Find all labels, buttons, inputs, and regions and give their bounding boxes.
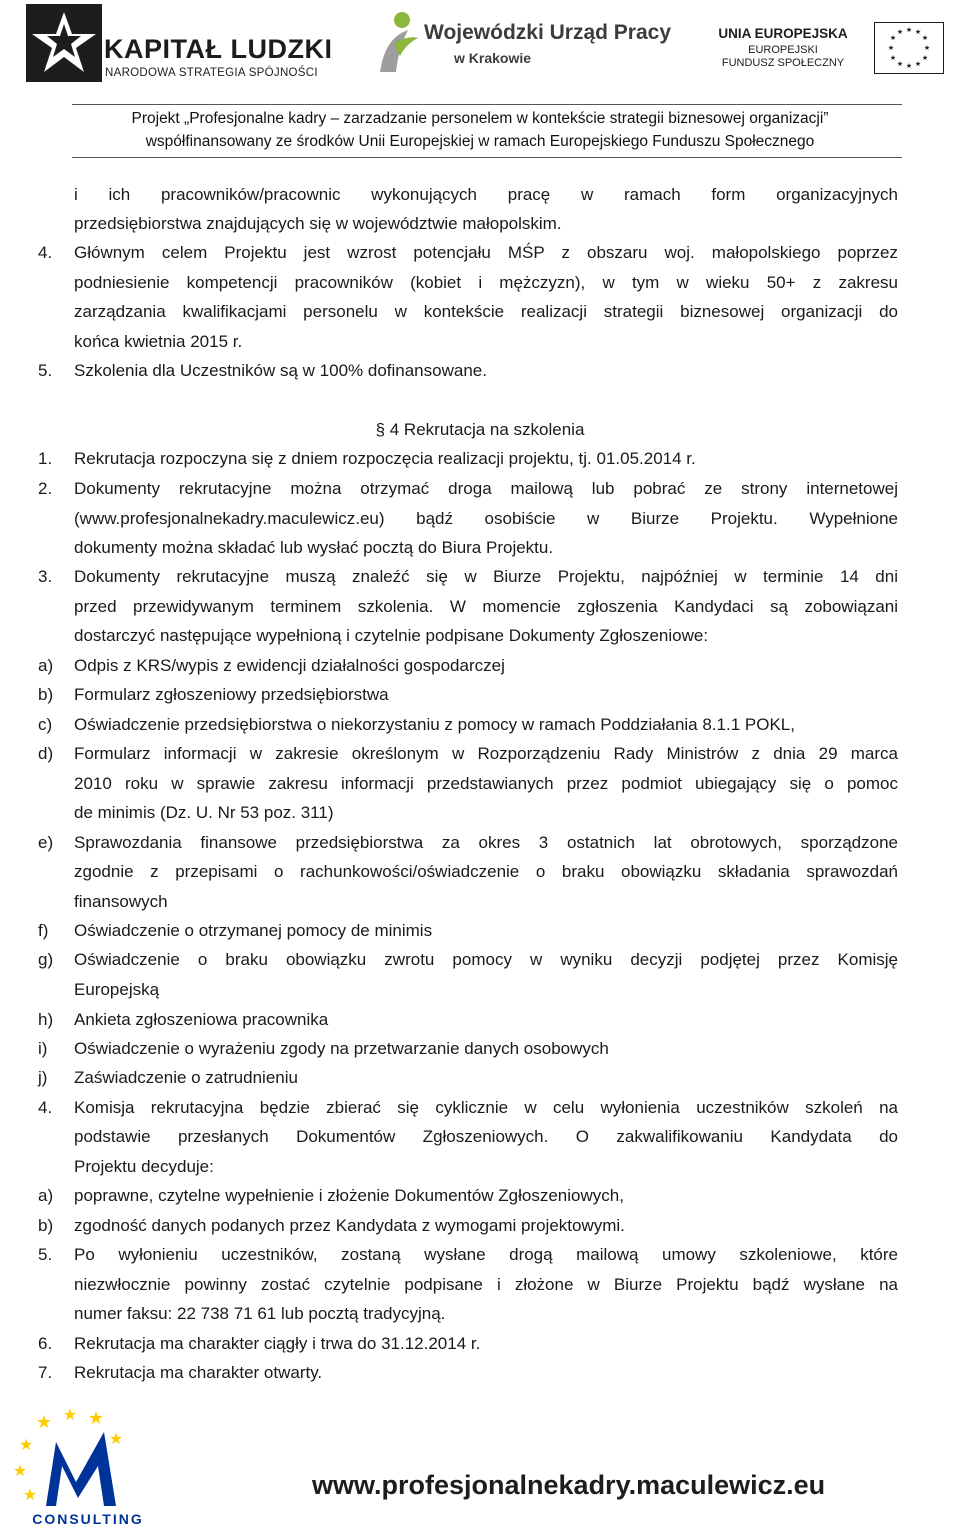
m-consulting-logo [8, 1402, 168, 1530]
paragraph-line: Po wyłonieniu uczestników, zostaną wysłane drogą mailową umowy szkoleniowe, które [74, 1245, 898, 1264]
svg-text:★: ★ [896, 28, 904, 36]
list-item: zgodnie z przepisami o rachunkowości/oświadczenie o braku obowiązku składania sprawozdań [74, 862, 898, 881]
list-item: Oświadczenie o otrzymanej pomocy de minimis [74, 921, 433, 940]
kapital-ludzki-title: KAPITAŁ LUDZKI [104, 34, 333, 64]
m-consulting-star-icon [8, 1402, 168, 1530]
svg-text:★: ★ [905, 62, 913, 70]
svg-text:★: ★ [889, 54, 897, 62]
list-number: 4. [38, 1098, 53, 1117]
paragraph-line: niezwłocznie powinny zostać czytelnie podpisane i złożone w Biurze Projektu bądź wysłane na [74, 1275, 898, 1294]
svg-text:★: ★ [108, 1429, 124, 1448]
list-item: Europejską [74, 980, 160, 999]
header-divider-top [72, 104, 902, 105]
svg-text:★: ★ [87, 1408, 105, 1429]
list-letter: e) [38, 833, 54, 852]
paragraph-line: dokumenty można składać lub wysłać pocztą do Biura Projektu. [74, 538, 554, 557]
list-item: 2010 roku w sprawie zakresu informacji przedstawianych przez podmiot ubiegający się o pomoc [74, 774, 898, 793]
list-letter: a) [38, 1186, 54, 1205]
paragraph-line: Rekrutacja rozpoczyna się z dniem rozpoczęcia realizacji projektu, tj. 01.05.2014 r. [74, 449, 696, 468]
list-item: de minimis (Dz. U. Nr 53 poz. 311) [74, 803, 334, 822]
list-item: poprawne, czytelne wypełnienie i złożenie Dokumentów Zgłoszeniowych, [74, 1186, 624, 1205]
list-number: 5. [38, 1245, 53, 1264]
project-funding-line: współfinansowany ze środków Unii Europejskiej w ramach Europejskiego Funduszu Społecznego [145, 133, 815, 150]
svg-text:★: ★ [22, 1485, 38, 1504]
svg-text:★: ★ [18, 1435, 34, 1454]
section-heading: § 4 Rekrutacja na szkolenia [375, 420, 585, 439]
paragraph-line: numer faksu: 22 738 71 61 lub pocztą tradycyjną. [74, 1304, 446, 1323]
project-title-line: Projekt „Profesjonalne kadry – zarzadzanie personelem w kontekście strategii biznesowej organizacji” [131, 110, 829, 127]
paragraph-line: przed przewidywanym terminem szkolenia. W momencie zgłoszenia Kandydaci są zobowiązani [74, 597, 898, 616]
list-letter: c) [38, 715, 53, 734]
svg-text:★: ★ [12, 1461, 28, 1480]
svg-text:★: ★ [914, 28, 922, 36]
paragraph-line: przedsiębiorstwa znajdujących się w województwie małopolskim. [74, 214, 562, 233]
list-number: 2. [38, 479, 53, 498]
list-letter: h) [38, 1010, 54, 1029]
list-item: Ankieta zgłoszeniowa pracownika [74, 1010, 329, 1029]
svg-text:★: ★ [905, 26, 913, 34]
paragraph-line: końca kwietnia 2015 r. [74, 332, 243, 351]
list-letter: d) [38, 744, 54, 763]
list-item: Formularz zgłoszeniowy przedsiębiorstwa [74, 685, 389, 704]
list-item: Oświadczenie przedsiębiorstwa o niekorzystaniu z pomocy w ramach Poddziałania 8.1.1 POKL, [74, 715, 795, 734]
list-item: Oświadczenie o wyrażeniu zgody na przetwarzanie danych osobowych [74, 1039, 609, 1058]
list-number: 1. [38, 449, 53, 468]
eu-fund-label-2: FUNDUSZ SPOŁECZNY [721, 57, 845, 69]
header-divider-bottom [72, 157, 902, 158]
svg-text:★: ★ [896, 60, 904, 68]
list-letter: a) [38, 656, 54, 675]
list-number: 3. [38, 567, 53, 586]
svg-text:★: ★ [923, 44, 931, 52]
eu-fund-label-1: EUROPEJSKI [748, 44, 818, 56]
paragraph-line: Dokumenty rekrutacyjne można otrzymać droga mailową lub pobrać ze strony internetowej [74, 479, 898, 498]
list-number: 6. [38, 1334, 53, 1353]
list-item: finansowych [74, 892, 168, 911]
paragraph-line: Komisja rekrutacyjna będzie zbierać się cyklicznie w celu wyłonienia uczestników szkoleń na [74, 1098, 898, 1117]
paragraph-line: podniesienie kompetencji pracowników (kobiet i mężczyzn), w tym w wieku 50+ z zakresu [74, 273, 898, 292]
footer-website-link[interactable]: www.profesjonalnekadry.maculewicz.eu [312, 1470, 826, 1500]
eu-flag-icon [874, 22, 944, 74]
list-item: Odpis z KRS/wypis z ewidencji działalności gospodarczej [74, 656, 505, 675]
list-number: 7. [38, 1363, 53, 1382]
svg-text:★: ★ [914, 60, 922, 68]
list-item: Oświadczenie o braku obowiązku zwrotu pomocy w wyniku decyzji podjętej przez Komisję [74, 950, 898, 969]
eu-logo [708, 22, 948, 82]
paragraph-line: Głównym celem Projektu jest wzrost potencjału MŚP z obszaru woj. małopolskiego poprzez [74, 243, 898, 262]
paragraph-line: Rekrutacja ma charakter otwarty. [74, 1363, 323, 1382]
list-item: Sprawozdania finansowe przedsiębiorstwa za okres 3 ostatnich lat obrotowych, sporządzone [74, 833, 898, 852]
list-letter: b) [38, 1216, 54, 1235]
list-number: 5. [38, 361, 53, 380]
paragraph-line: zarządzania kwalifikacjami personelu w kontekście realizacji strategii biznesowej organizacji do [74, 302, 898, 321]
svg-text:★: ★ [921, 54, 929, 62]
paragraph-line: Dokumenty rekrutacyjne muszą znaleźć się w Biurze Projektu, najpóźniej w terminie 14 dni [74, 567, 898, 586]
kapital-ludzki-subtitle: NARODOWA STRATEGIA SPÓJNOŚCI [105, 67, 318, 79]
kapital-ludzki-star-icon [26, 4, 102, 82]
wup-logo [372, 8, 692, 84]
list-item: Formularz informacji w zakresie określonym w Rozporządzeniu Rady Ministrów z dnia 29 marca [74, 744, 898, 763]
wup-subtitle: w Krakowie [454, 50, 532, 66]
list-letter: b) [38, 685, 54, 704]
paragraph-line: Rekrutacja ma charakter ciągły i trwa do 31.12.2014 r. [74, 1334, 481, 1353]
paragraph-line: podstawie przesłanych Dokumentów Zgłoszeniowych. O zakwalifikowaniu Kandydata do [74, 1127, 898, 1146]
paragraph-line: Projektu decyduje: [74, 1157, 214, 1176]
list-letter: f) [38, 921, 49, 940]
list-letter: g) [38, 950, 54, 969]
list-letter: j) [38, 1068, 48, 1087]
eu-union-label: UNIA EUROPEJSKA [718, 26, 848, 41]
m-consulting-label: CONSULTING [32, 1511, 144, 1527]
list-letter: i) [38, 1039, 48, 1058]
svg-text:★: ★ [62, 1405, 78, 1424]
svg-text:★: ★ [887, 44, 895, 52]
svg-text:★: ★ [889, 34, 897, 42]
svg-text:★: ★ [921, 34, 929, 42]
list-item: zgodność danych podanych przez Kandydata z wymogami projektowymi. [74, 1216, 625, 1235]
paragraph-line: Szkolenia dla Uczestników są w 100% dofinansowane. [74, 361, 487, 380]
list-number: 4. [38, 243, 53, 262]
wup-title: Wojewódzki Urząd Pracy [424, 21, 672, 44]
paragraph-line: i ich pracowników/pracownic wykonujących pracę w ramach form organizacyjnych [74, 185, 898, 204]
wup-figure-icon [372, 8, 422, 78]
kapital-ludzki-logo [26, 4, 346, 84]
paragraph-line: dostarczyć następujące wypełnioną i czytelnie podpisane Dokumenty Zgłoszeniowe: [74, 626, 709, 645]
paragraph-line: (www.profesjonalnekadry.maculewicz.eu) bądź osobiście w Biurze Projektu. Wypełnione [74, 509, 898, 528]
svg-text:★: ★ [35, 1412, 53, 1433]
list-item: Zaświadczenie o zatrudnieniu [74, 1068, 298, 1087]
